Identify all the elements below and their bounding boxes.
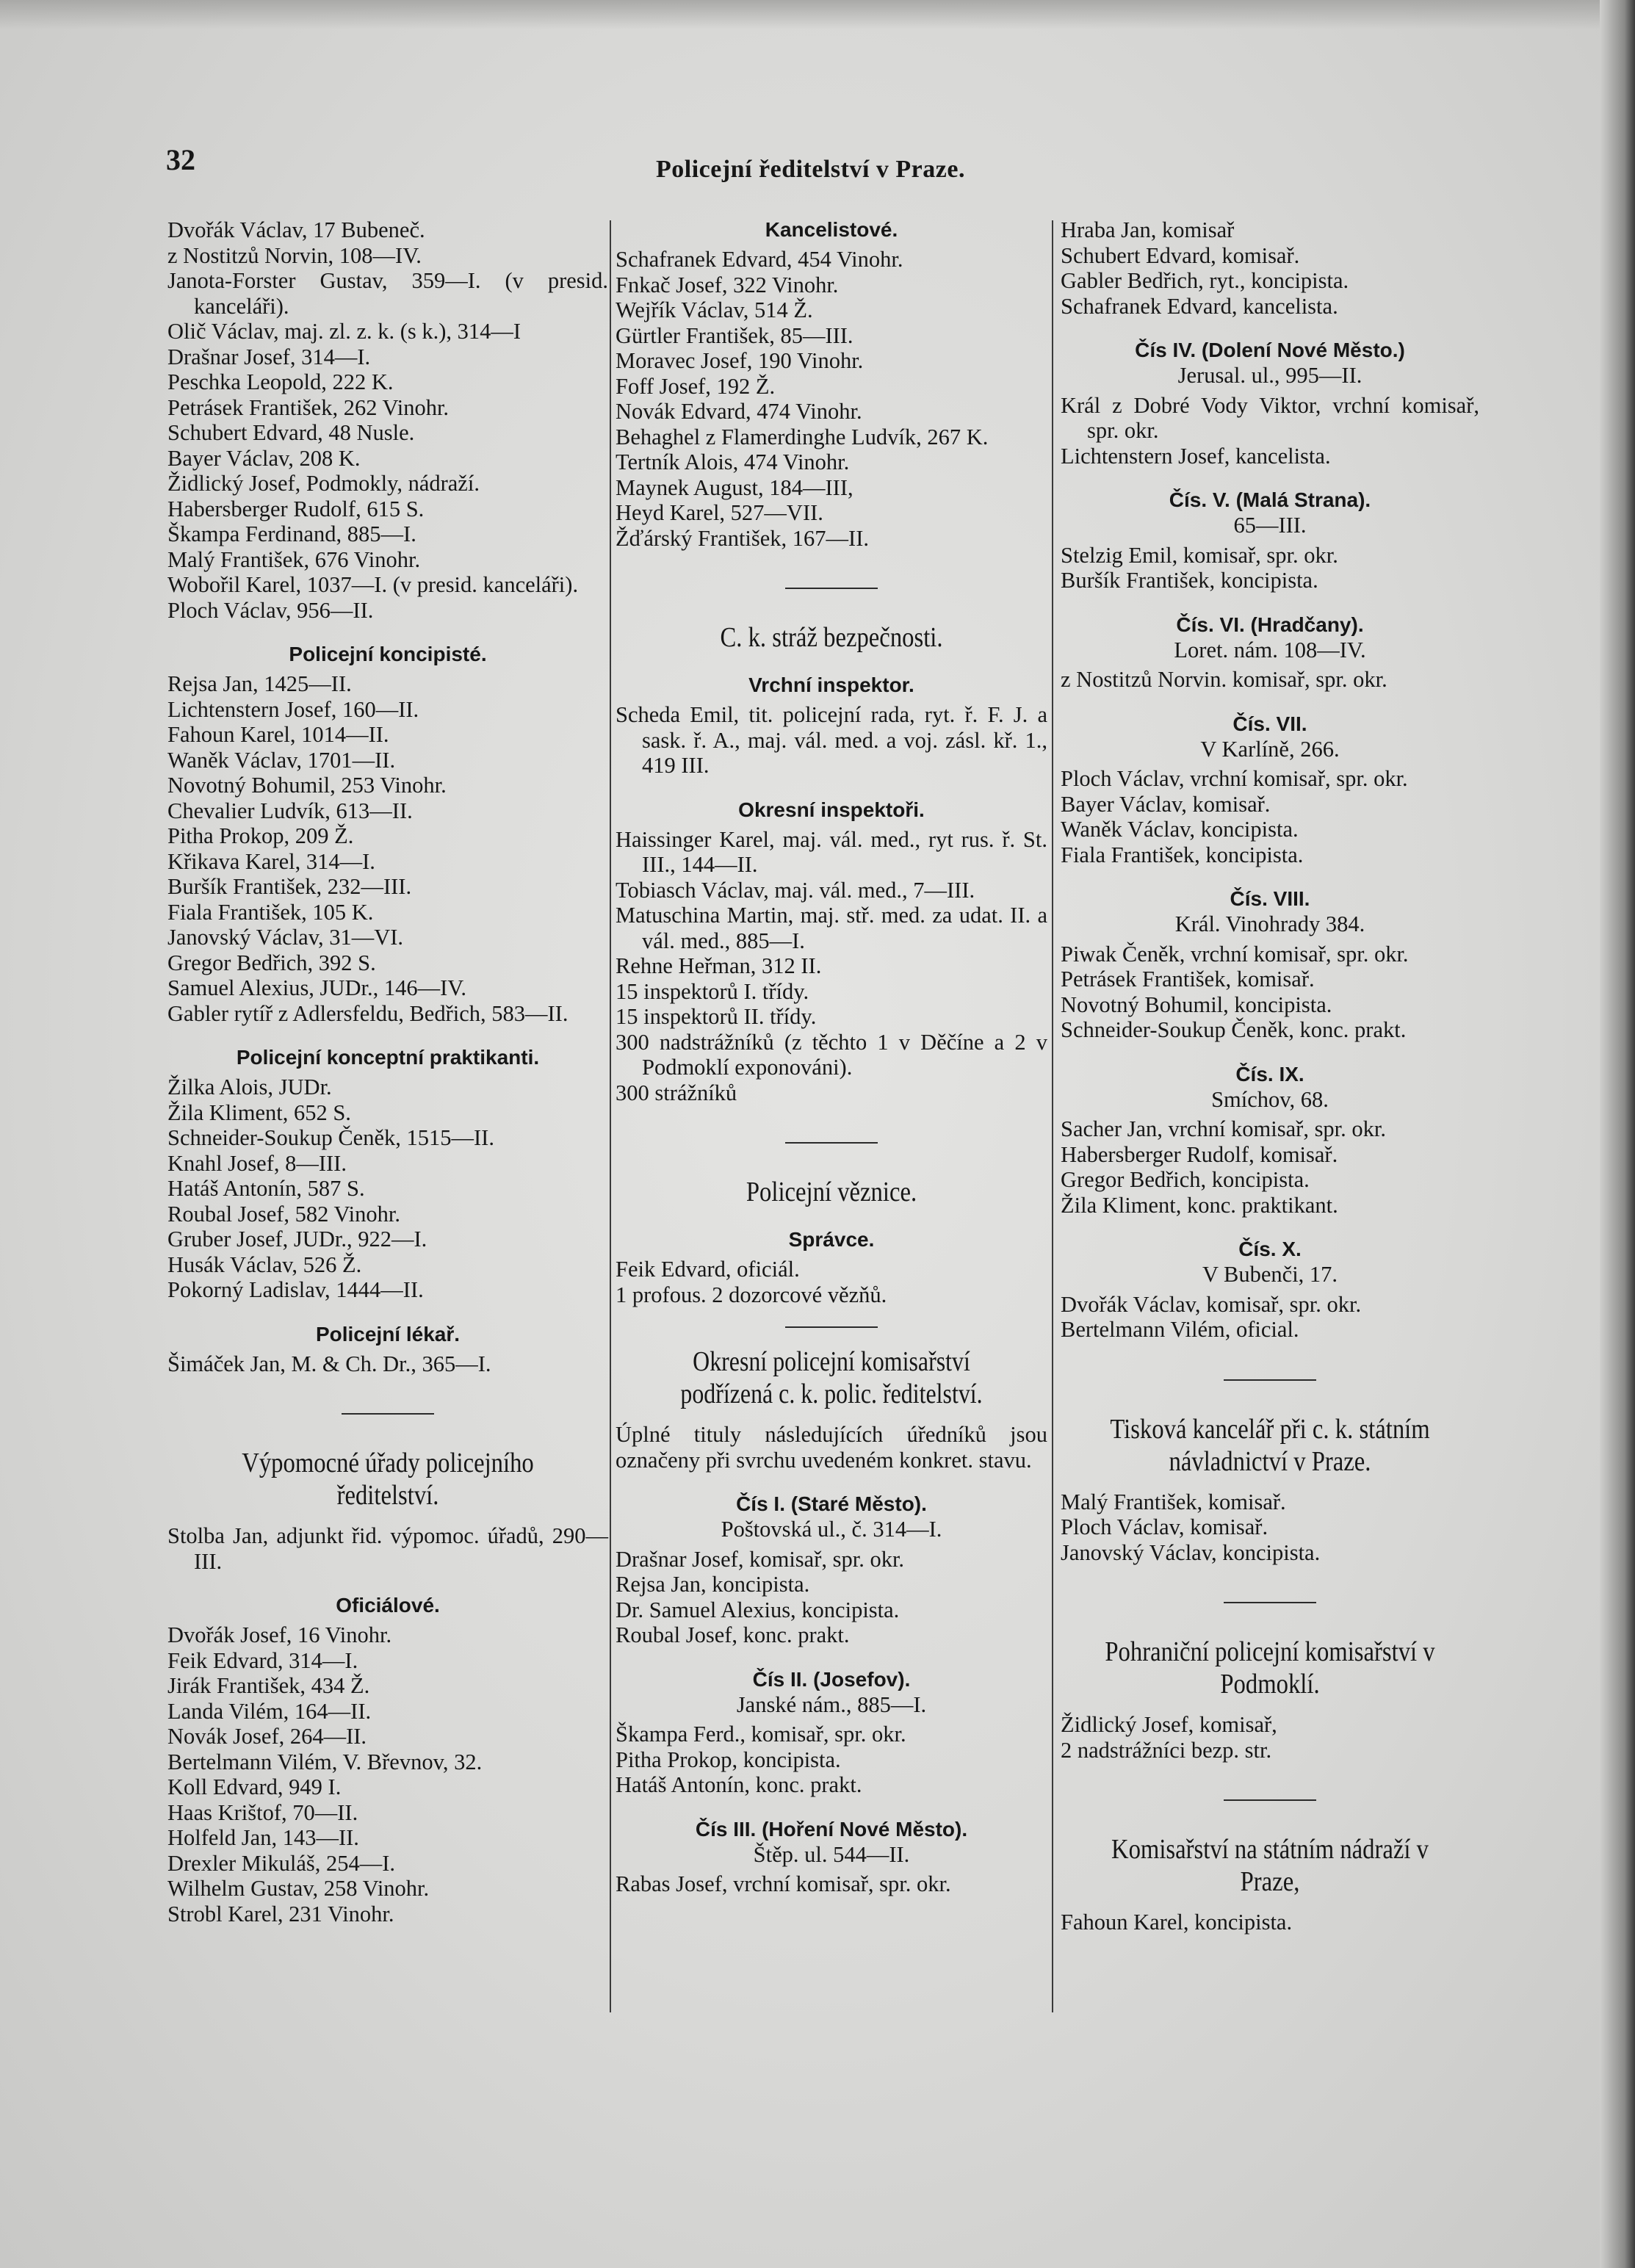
divider xyxy=(1224,1602,1316,1603)
list-entry: Šimáček Jan, M. & Ch. Dr., 365—I. xyxy=(167,1351,491,1376)
list-entry: Dvořák Josef, 16 Vinohr. xyxy=(167,1622,392,1647)
list-entry: Lichtenstern Josef, 160—II. xyxy=(167,696,419,722)
list-entry: Novák Edvard, 474 Vinohr. xyxy=(616,399,862,424)
list-okresni-inspektori xyxy=(616,827,1047,1106)
list-entry: Žila Kliment, 652 S. xyxy=(167,1099,351,1125)
list-entry: Hatáš Antonín, konc. prakt. xyxy=(616,1772,862,1797)
divider xyxy=(785,588,878,589)
district-address-6: Loret. nám. 108—IV. xyxy=(1174,637,1366,662)
list-entry: Knahl Josef, 8—III. xyxy=(167,1150,347,1176)
list-entry: Gabler Bedřich, ryt., koncipista. xyxy=(1061,268,1349,293)
list-entry: Ploch Václav, komisař. xyxy=(1061,1514,1268,1539)
list-entry: Husák Václav, 526 Ž. xyxy=(167,1252,362,1277)
list-entry: Schafranek Edvard, kancelista. xyxy=(1061,293,1338,319)
section-heading-spravce: Správce. xyxy=(788,1228,875,1251)
list-entry: Novotný Bohumil, koncipista. xyxy=(1061,992,1332,1017)
list-entry: Matuschina Martin, maj. stř. med. za udat. II. a vál. med., 885—I. xyxy=(616,903,1047,953)
district-heading-2: Čís II. (Josefov). xyxy=(752,1667,911,1691)
column-middle xyxy=(616,217,1047,1897)
running-head: Policejní ředitelství v Praze. xyxy=(656,156,965,183)
list-entry: 15 inspektorů I. třídy. xyxy=(616,978,809,1004)
list-entry: Gürtler František, 85—III. xyxy=(616,322,853,348)
list-entry: Ploch Václav, 956—II. xyxy=(167,597,374,623)
list-district-2 xyxy=(616,1722,1047,1798)
list-entry: Strobl Karel, 231 Vinohr. xyxy=(167,1901,394,1926)
list-officials xyxy=(167,217,608,623)
section-heading-praktikanti: Policejní konceptní praktikanti. xyxy=(236,1046,540,1069)
list-entry: Židlický Josef, Podmokly, nádraží. xyxy=(167,471,480,496)
district-heading-5: Čís. V. (Malá Strana). xyxy=(1169,488,1371,511)
list-entry: Gregor Bedřich, 392 S. xyxy=(167,950,376,975)
list-entry: Fahoun Karel, koncipista. xyxy=(1061,1910,1293,1935)
list-district-10 xyxy=(1061,1292,1479,1343)
list-entry: Gruber Josef, JUDr., 922—I. xyxy=(167,1227,427,1252)
divider xyxy=(785,1326,878,1328)
district-heading-9: Čís. IX. xyxy=(1235,1062,1304,1086)
page-number: 32 xyxy=(166,143,195,176)
title-policejni-veznice: Policejní věznice. xyxy=(746,1177,917,1207)
list-entry: Fiala František, koncipista. xyxy=(1061,842,1304,867)
list-vrchni-inspektor xyxy=(616,702,1047,779)
list-entry: Petrásek František, komisař. xyxy=(1061,967,1315,992)
district-heading-8: Čís. VIII. xyxy=(1230,887,1310,910)
list-entry: Schafranek Edvard, 454 Vinohr. xyxy=(616,247,903,272)
list-entry: 300 strážníků xyxy=(616,1080,737,1105)
list-entry: Piwak Čeněk, vrchní komisař, spr. okr. xyxy=(1061,941,1409,967)
list-entry: Heyd Karel, 527—VII. xyxy=(616,500,823,525)
list-entry: Novák Josef, 264—II. xyxy=(167,1724,367,1749)
list-entry: Schneider-Soukup Čeněk, konc. prakt. xyxy=(1061,1017,1407,1042)
list-praktikanti xyxy=(167,1075,608,1303)
list-entry: Holfeld Jan, 143—II. xyxy=(167,1825,359,1850)
list-entry: Petrásek František, 262 Vinohr. xyxy=(167,394,450,420)
list-entry: Dvořák Václav, komisař, spr. okr. xyxy=(1061,1291,1362,1317)
list-entry: Rejsa Jan, koncipista. xyxy=(616,1572,810,1597)
list-district-6 xyxy=(1061,667,1479,693)
list-entry: 15 inspektorů II. třídy. xyxy=(616,1004,817,1029)
list-entry: Schneider-Soukup Čeněk, 1515—II. xyxy=(167,1125,494,1150)
list-entry: Koll Edvard, 949 I. xyxy=(167,1774,342,1799)
list-entry: Schubert Edvard, 48 Nusle. xyxy=(167,420,415,445)
list-entry: Novotný Bohumil, 253 Vinohr. xyxy=(167,773,447,798)
list-entry: Samuel Alexius, JUDr., 146—IV. xyxy=(167,975,466,1000)
district-address-5: 65—III. xyxy=(1233,513,1307,538)
list-nadrazi xyxy=(1061,1910,1479,1935)
list-spravce xyxy=(616,1257,1047,1307)
list-entry: Drašnar Josef, komisař, spr. okr. xyxy=(616,1546,905,1572)
column-left xyxy=(167,217,608,1926)
list-entry: Waněk Václav, koncipista. xyxy=(1061,817,1299,842)
list-entry: Moravec Josef, 190 Vinohr. xyxy=(616,348,864,373)
list-district-7 xyxy=(1061,766,1479,867)
section-heading-lekar: Policejní lékař. xyxy=(315,1322,461,1346)
scan-shadow-top xyxy=(0,0,1635,29)
list-entry: Žilka Alois, JUDr. xyxy=(167,1075,332,1099)
list-entry: Tertník Alois, 474 Vinohr. xyxy=(616,449,850,474)
divider xyxy=(1224,1379,1316,1381)
column-right xyxy=(1061,217,1479,1935)
list-entry: Pokorný Ladislav, 1444—II. xyxy=(167,1277,424,1302)
list-entry: Hraba Jan, komisař xyxy=(1061,217,1235,242)
district-heading-1: Čís I. (Staré Město). xyxy=(736,1492,927,1515)
scan-shadow-right xyxy=(1600,0,1635,2268)
list-entry: Židlický Josef, komisař, xyxy=(1061,1712,1277,1737)
list-entry: Feik Edvard, 314—I. xyxy=(167,1647,358,1673)
list-entry: Rejsa Jan, 1425—II. xyxy=(167,671,352,696)
section-heading-koncipiste: Policejní koncipisté. xyxy=(289,643,487,665)
district-address-4: Jerusal. ul., 995—II. xyxy=(1177,363,1362,388)
district-address-2: Janské nám., 885—I. xyxy=(736,1691,927,1717)
section-heading-oficialove: Oficiálové. xyxy=(336,1594,440,1617)
list-entry: Dvořák Václav, 17 Bubeneč. xyxy=(167,217,425,242)
list-entry: Pitha Prokop, koncipista. xyxy=(616,1747,841,1772)
list-entry: Bayer Václav, komisař. xyxy=(1061,791,1271,817)
list-entry: Chevalier Ludvík, 613—II. xyxy=(167,798,413,823)
list-entry: Bertelmann Vilém, oficial. xyxy=(1061,1317,1299,1342)
list-entry: Sacher Jan, vrchní komisař, spr. okr. xyxy=(1061,1116,1387,1141)
list-vypomocne xyxy=(167,1523,608,1574)
list-entry: Waněk Václav, 1701—II. xyxy=(167,747,396,773)
district-heading-7: Čís. VII. xyxy=(1232,712,1307,735)
list-entry: 1 profous. 2 dozorcové vězňů. xyxy=(616,1282,887,1307)
list-entry: Malý František, komisař. xyxy=(1061,1489,1286,1514)
district-address-1: Poštovská ul., č. 314—I. xyxy=(721,1517,942,1542)
list-entry: Bayer Václav, 208 K. xyxy=(167,445,361,471)
list-entry: Buršík František, koncipista. xyxy=(1061,568,1318,593)
section-heading-okresni-inspektori: Okresní inspektoři. xyxy=(738,798,925,821)
list-entry: Bertelmann Vilém, V. Břevnov, 32. xyxy=(167,1749,483,1774)
district-address-9: Smíchov, 68. xyxy=(1211,1086,1329,1112)
list-entry: Žila Kliment, konc. praktikant. xyxy=(1061,1192,1338,1218)
title-vypomocne-urady: Výpomocné úřady policejního ředitelství. xyxy=(242,1448,534,1511)
list-tiskova xyxy=(1061,1489,1479,1566)
list-entry: 2 nadstrážníci bezp. str. xyxy=(1061,1737,1272,1763)
list-entry: Janovský Václav, koncipista. xyxy=(1061,1539,1321,1565)
list-entry: Gregor Bedřich, koncipista. xyxy=(1061,1167,1310,1192)
list-entry: Janovský Václav, 31—VI. xyxy=(167,925,404,950)
title-okresni-komisarstvi: Okresní policejní komisařství podřízená c. k. polic. ředitelství. xyxy=(680,1346,983,1409)
list-entry: Haas Krištof, 70—II. xyxy=(167,1799,358,1825)
list-entry: Buršík František, 232—III. xyxy=(167,874,412,899)
list-entry: Fahoun Karel, 1014—II. xyxy=(167,722,389,747)
list-entry: Habersberger Rudolf, 615 S. xyxy=(167,496,425,521)
list-district-3-cont xyxy=(1061,217,1479,319)
list-kancelariste xyxy=(616,247,1047,551)
list-entry: Scheda Emil, tit. policejní rada, ryt. ř. F. J. a sask. ř. A., maj. vál. med. a voj. zásl. kř. 1., 419 III. xyxy=(616,702,1047,778)
list-entry: Malý František, 676 Vinohr. xyxy=(167,546,421,572)
list-entry: Jirák František, 434 Ž. xyxy=(167,1673,370,1698)
list-district-3 xyxy=(616,1871,1047,1897)
list-entry: z Nostitzů Norvin. komisař, spr. okr. xyxy=(1061,667,1387,692)
intro-paragraph: Úplné tituly následujících úředníků jsou označeny při svrchu uvedeném konkret. stavu. xyxy=(616,1422,1047,1473)
list-entry: Gabler rytíř z Adlersfeldu, Bedřich, 583—II. xyxy=(167,1000,569,1026)
district-address-8: Král. Vinohrady 384. xyxy=(1174,911,1365,936)
divider xyxy=(1224,1799,1316,1801)
title-straz-bezpecnosti: C. k. stráž bezpečnosti. xyxy=(720,622,943,653)
district-address-3: Štěp. ul. 544—II. xyxy=(753,1841,910,1867)
list-entry: 300 nadstrážníků (z těchto 1 v Děčíne a 2 v Podmoklí exponováni). xyxy=(616,1029,1047,1080)
list-entry: Král z Dobré Vody Viktor, vrchní komisař, spr. okr. xyxy=(1061,392,1479,443)
district-address-10: V Bubenči, 17. xyxy=(1202,1262,1338,1287)
list-entry: Foff Josef, 192 Ž. xyxy=(616,373,776,399)
list-entry: Maynek August, 184—III, xyxy=(616,474,853,500)
list-entry: Habersberger Rudolf, komisař. xyxy=(1061,1141,1338,1167)
district-heading-3: Čís III. (Hoření Nové Město). xyxy=(695,1817,968,1841)
list-entry: Feik Edvard, oficiál. xyxy=(616,1257,800,1282)
column-rule xyxy=(610,220,611,2012)
district-address-7: V Karlíně, 266. xyxy=(1200,736,1340,762)
section-heading-kancelariste: Kancelistové. xyxy=(765,218,898,241)
list-entry: Škampa Ferd., komisař, spr. okr. xyxy=(616,1722,906,1747)
list-entry: Wobořil Karel, 1037—I. (v presid. kanceláři). xyxy=(167,572,579,597)
list-pohranicni xyxy=(1061,1712,1479,1763)
list-entry: Schubert Edvard, komisař. xyxy=(1061,242,1300,268)
list-entry: Behaghel z Flamerdinghe Ludvík, 267 K. xyxy=(616,424,989,449)
list-lekar xyxy=(167,1351,608,1377)
list-entry: Haissinger Karel, maj. vál. med., ryt rus. ř. St. III., 144—II. xyxy=(616,826,1047,877)
list-entry: Wilhelm Gustav, 258 Vinohr. xyxy=(167,1876,430,1901)
list-district-8 xyxy=(1061,942,1479,1043)
district-heading-4: Čís IV. (Dolení Nové Město.) xyxy=(1135,339,1405,361)
list-district-9 xyxy=(1061,1116,1479,1218)
list-entry: Stolba Jan, adjunkt řid. výpomoc. úřadů, 290—III. xyxy=(167,1523,608,1574)
list-entry: Fiala František, 105 K. xyxy=(167,899,374,925)
list-entry: Stelzig Emil, komisař, spr. okr. xyxy=(1061,542,1338,568)
district-heading-6: Čís. VI. (Hradčany). xyxy=(1176,613,1364,636)
list-entry: Fnkač Josef, 322 Vinohr. xyxy=(616,272,839,297)
list-entry: Janota-Forster Gustav, 359—I. (v presid. kanceláři). xyxy=(167,268,608,319)
list-entry: Roubal Josef, 582 Vinohr. xyxy=(167,1201,401,1227)
title-pohranicni-komisarstvi: Pohraniční policejní komisařství v Podmoklí. xyxy=(1105,1636,1435,1700)
list-entry: Roubal Josef, konc. prakt. xyxy=(616,1622,850,1647)
divider xyxy=(342,1413,434,1415)
list-entry: Tobiasch Václav, maj. vál. med., 7—III. xyxy=(616,877,975,903)
list-entry: Lichtenstern Josef, kancelista. xyxy=(1061,443,1331,469)
list-entry: Rehne Heřman, 312 II. xyxy=(616,953,822,978)
list-entry: Drašnar Josef, 314—I. xyxy=(167,344,371,369)
list-entry: Křikava Karel, 314—I. xyxy=(167,848,375,874)
title-tiskova-kancelar: Tisková kancelář při c. k. státním návladnictví v Praze. xyxy=(1110,1413,1430,1477)
list-entry: Žďárský František, 167—II. xyxy=(616,525,869,551)
list-district-1 xyxy=(616,1547,1047,1648)
list-entry: Škampa Ferdinand, 885—I. xyxy=(167,521,416,546)
column-rule xyxy=(1052,220,1053,2012)
list-district-4 xyxy=(1061,393,1479,469)
title-komisarstvi-nadrazi: Komisařství na státním nádraží v Praze, xyxy=(1111,1834,1429,1897)
list-entry: Ploch Václav, vrchní komisař, spr. okr. xyxy=(1061,766,1408,791)
list-entry: Rabas Josef, vrchní komisař, spr. okr. xyxy=(616,1871,951,1896)
list-entry: Dr. Samuel Alexius, koncipista. xyxy=(616,1597,900,1622)
list-entry: Olič Václav, maj. zl. z. k. (s k.), 314—I xyxy=(167,319,521,344)
list-entry: Hatáš Antonín, 587 S. xyxy=(167,1176,365,1201)
section-heading-vrchni-inspektor: Vrchní inspektor. xyxy=(748,673,914,696)
list-entry: Wejřík Václav, 514 Ž. xyxy=(616,297,813,322)
list-oficialove xyxy=(167,1622,608,1926)
list-entry: Drexler Mikuláš, 254—I. xyxy=(167,1850,396,1876)
list-entry: Peschka Leopold, 222 K. xyxy=(167,369,394,394)
list-entry: Landa Vilém, 164—II. xyxy=(167,1698,372,1724)
district-heading-10: Čís. X. xyxy=(1238,1238,1302,1260)
list-koncipiste xyxy=(167,671,608,1026)
divider xyxy=(785,1142,878,1144)
list-entry: z Nostitzů Norvin, 108—IV. xyxy=(167,242,422,268)
list-entry: Pitha Prokop, 209 Ž. xyxy=(167,823,354,848)
list-district-5 xyxy=(1061,543,1479,593)
